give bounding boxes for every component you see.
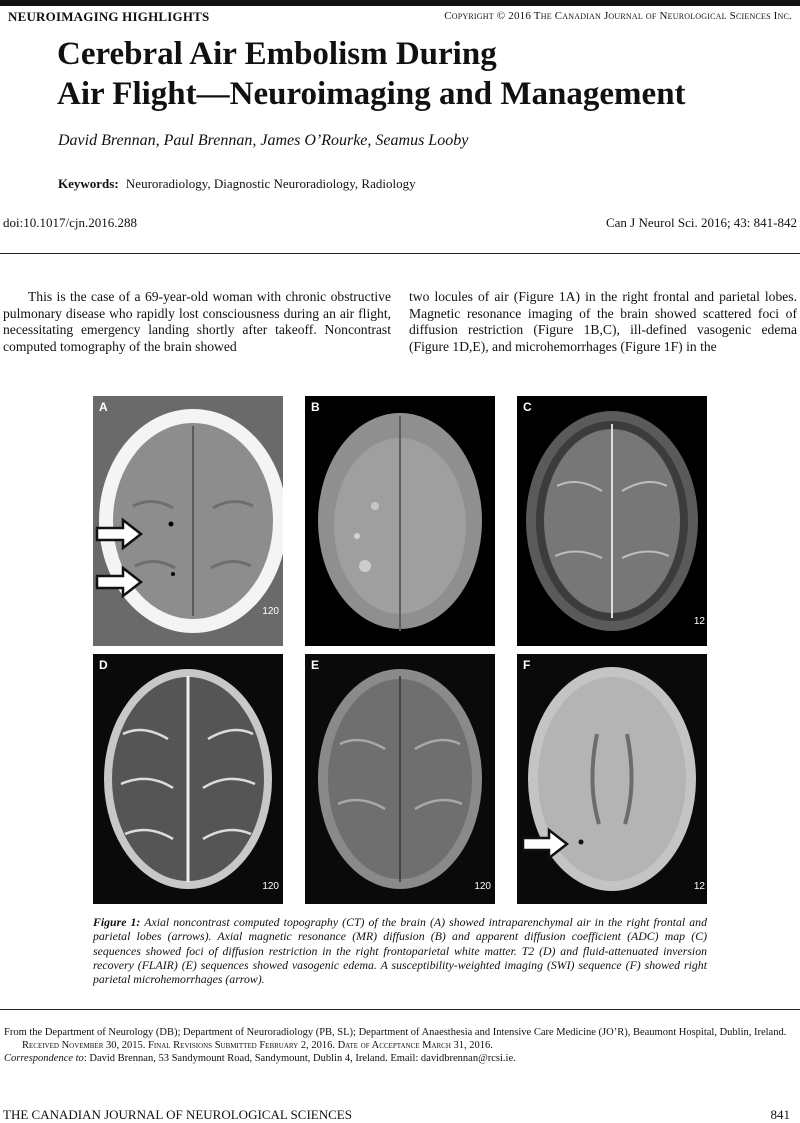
body-column-right: two locules of air (Figure 1A) in the right frontal and parietal lobes. Magnetic resonance imaging of the brain showed scattered foci of diffusion restriction (Figure 1B,C), ill-defined vasogenic edema (Figure 1D,E), and microhemorrhages (Figure 1F) in the: [409, 289, 797, 354]
affiliation-block: [4, 1027, 800, 1065]
panel-label-e: E: [311, 658, 320, 672]
section-label: NEUROIMAGING HIGHLIGHTS: [8, 9, 210, 24]
figure-panel-a: [93, 396, 283, 646]
figure-panel-e: [305, 654, 495, 904]
t2-scan-image: [93, 654, 283, 904]
dwi-scan-image: [305, 396, 495, 646]
copyright-notice: Copyright © 2016 The Canadian Journal of Neurological Sciences Inc.: [444, 10, 792, 22]
title-line-1: Cerebral Air Embolism During: [57, 36, 497, 72]
swi-scan-image: [517, 654, 707, 904]
journal-name: THE CANADIAN JOURNAL OF NEUROLOGICAL SCIENCES: [3, 1107, 352, 1122]
panel-label-a: A: [99, 400, 108, 414]
page-number: 841: [770, 1107, 790, 1122]
body-column-left: This is the case of a 69-year-old woman with chronic obstructive pulmonary disease who rapidly lost consciousness during an air flight, necessitating emergency landing shortly after takeoff. Noncontrast computed tomography of the brain showed: [3, 289, 391, 354]
panel-f-scale: 12: [693, 881, 705, 892]
ct-scan-image: [93, 396, 283, 646]
article-title: [57, 34, 686, 114]
author-list: David Brennan, Paul Brennan, James O’Rourke, Seamus Looby: [58, 132, 469, 149]
citation: Can J Neurol Sci. 2016; 43: 841-842: [605, 215, 797, 230]
adc-map-image: [517, 396, 707, 646]
received-dates: Received November 30, 2015. Final Revisions Submitted February 2, 2016. Date of Acceptance March 31, 2016.: [22, 1039, 493, 1051]
caption-text: Axial noncontrast computed topography (CT) of the brain (A) showed intraparenchymal air in the right frontal and parietal lobes (arrows). Axial magnetic resonance (MR) diffusion (B) and apparent diffusion coefficient (ADC) map (C) sequences showed foci of diffusion restriction in the right frontoparietal white matter. T2 (D) and fluid-attenuated inversion recovery (FLAIR) (E) sequences showed vasogenic edema. A susceptibility-weighted imaging (SWI) sequence (F) showed right parietal microhemorrhages (arrow).: [93, 915, 707, 987]
panel-d-scale: 120: [262, 881, 279, 892]
panel-label-b: B: [311, 400, 320, 414]
figure-panel-c: [517, 396, 707, 646]
panel-label-c: C: [523, 400, 532, 414]
footer-divider: [0, 1009, 800, 1010]
caption-label: Figure 1:: [93, 915, 141, 929]
correspondence: [4, 1053, 800, 1066]
panel-label-d: D: [99, 658, 108, 672]
keywords: [58, 176, 416, 192]
top-rule: [0, 0, 800, 6]
flair-scan-image: [305, 654, 495, 904]
figure-1: [93, 396, 707, 904]
doi-link[interactable]: doi:10.1017/cjn.2016.288: [3, 215, 137, 230]
panel-a-scale: 120: [262, 606, 279, 617]
figure-panel-b: [305, 396, 495, 646]
figure-panel-f: [517, 654, 707, 904]
keywords-label: Keywords:: [58, 176, 119, 191]
panel-c-scale: 12: [693, 616, 705, 627]
panel-label-f: F: [523, 658, 531, 672]
title-line-2: Air Flight—Neuroimaging and Management: [57, 76, 686, 112]
correspondence-label: Correspondence to: [4, 1052, 84, 1064]
header-divider: [0, 253, 800, 254]
correspondence-text: : David Brennan, 53 Sandymount Road, Sandymount, Dublin 4, Ireland. Email: davidbrennan@rcsi.ie.: [83, 1052, 516, 1064]
figure-panel-d: [93, 654, 283, 904]
keywords-text: Neuroradiology, Diagnostic Neuroradiology, Radiology: [125, 176, 416, 191]
figure-caption: [93, 915, 707, 986]
panel-e-scale: 120: [474, 881, 491, 892]
affiliation: From the Department of Neurology (DB); Department of Neuroradiology (PB, SL); Department of Anaesthesia and Intensive Care Medicine (JO’R), Beaumont Hospital, Dublin, Ireland.: [4, 1027, 787, 1038]
